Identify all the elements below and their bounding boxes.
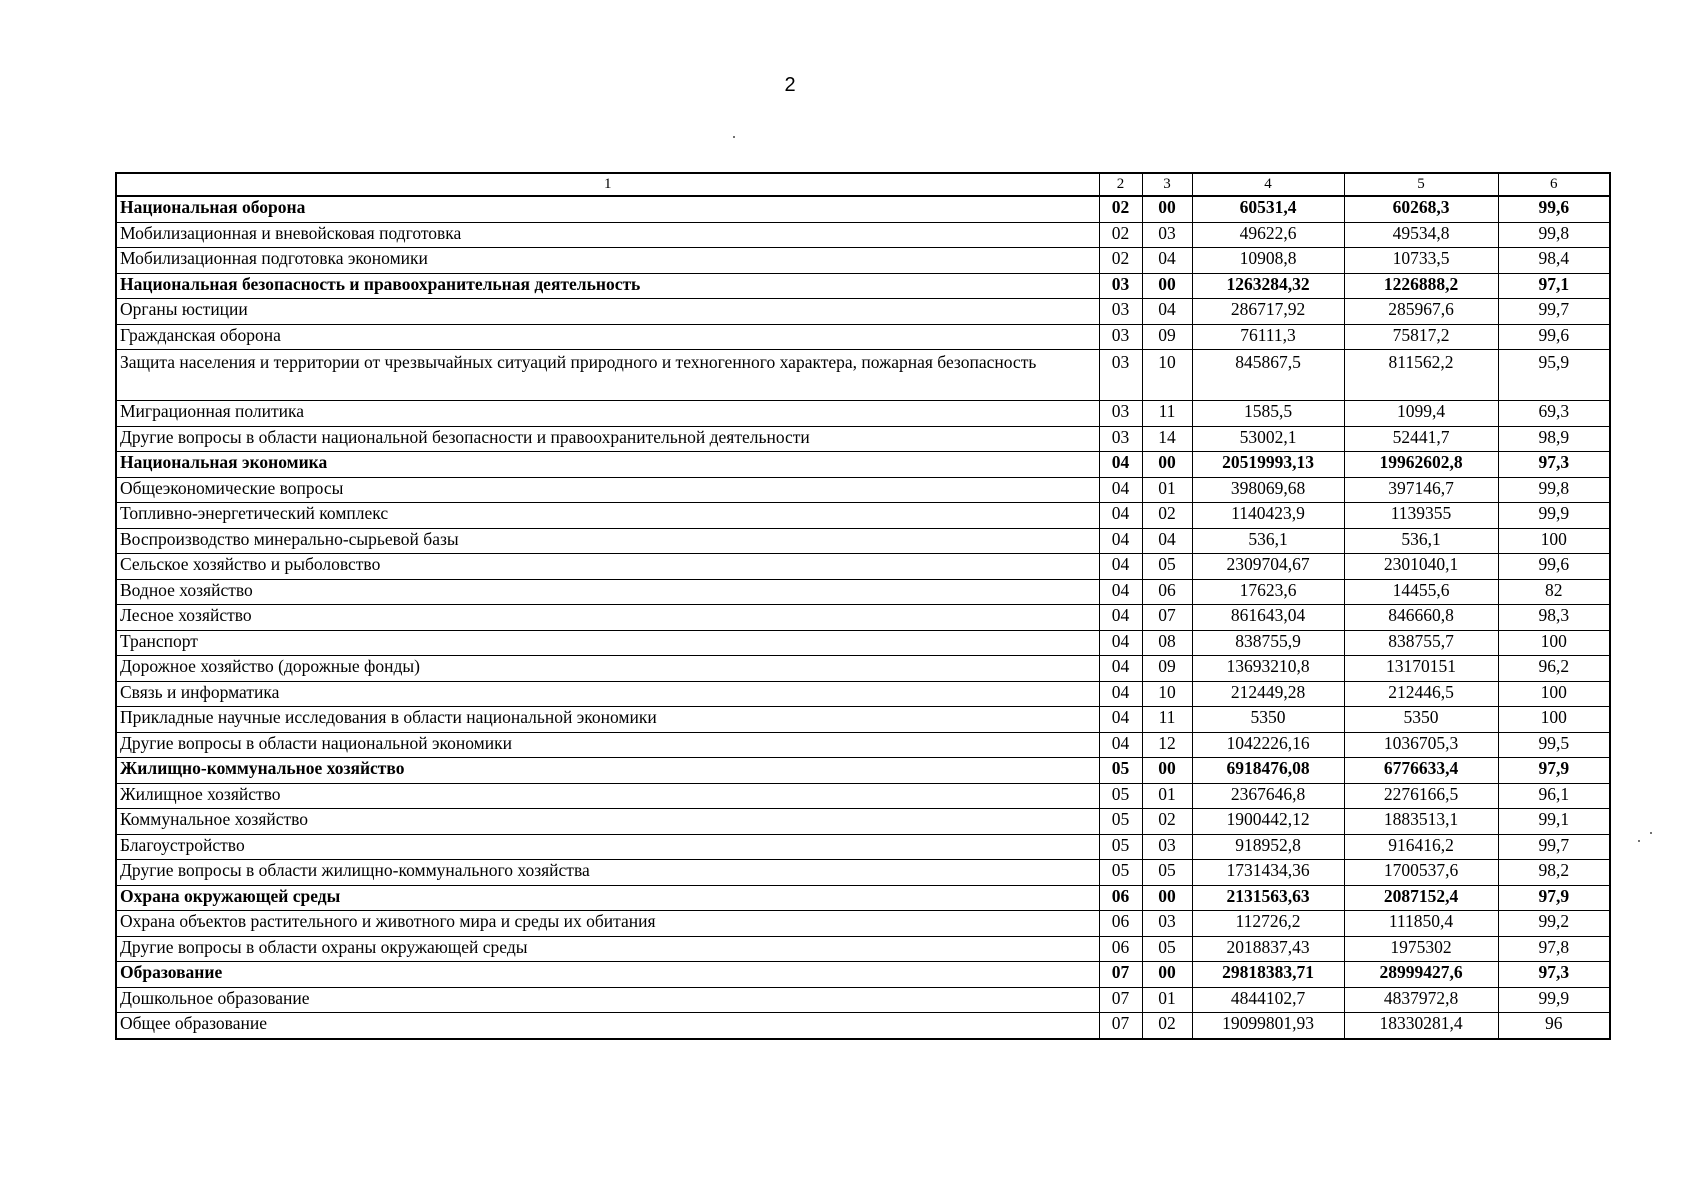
- row-col5-cell: 397146,7: [1344, 477, 1498, 503]
- header-cell: 6: [1498, 173, 1610, 196]
- row-name-cell: Топливно-энергетический комплекс: [116, 503, 1099, 529]
- row-col4-cell: 2131563,63: [1192, 885, 1344, 911]
- row-name-cell: Дошкольное образование: [116, 987, 1099, 1013]
- row-col6-cell: 99,9: [1498, 987, 1610, 1013]
- row-subsection-cell: 00: [1142, 885, 1192, 911]
- row-subsection-cell: 05: [1142, 860, 1192, 886]
- row-col6-cell: 99,6: [1498, 554, 1610, 580]
- row-col5-cell: 4837972,8: [1344, 987, 1498, 1013]
- row-name-cell: Охрана окружающей среды: [116, 885, 1099, 911]
- row-col4-cell: 6918476,08: [1192, 758, 1344, 784]
- row-col6-cell: 97,3: [1498, 452, 1610, 478]
- scan-speck: [1638, 840, 1640, 842]
- row-section-cell: 06: [1099, 911, 1142, 937]
- row-subsection-cell: 09: [1142, 324, 1192, 350]
- header-cell: 5: [1344, 173, 1498, 196]
- table-row: [116, 783, 1610, 809]
- row-col4-cell: 13693210,8: [1192, 656, 1344, 682]
- row-name-cell: Лесное хозяйство: [116, 605, 1099, 631]
- row-col5-cell: 1700537,6: [1344, 860, 1498, 886]
- row-name-cell: Национальная безопасность и правоохранительная деятельность: [116, 273, 1099, 299]
- row-name-cell: Дорожное хозяйство (дорожные фонды): [116, 656, 1099, 682]
- row-subsection-cell: 03: [1142, 834, 1192, 860]
- table-row: [116, 707, 1610, 733]
- row-section-cell: 06: [1099, 936, 1142, 962]
- row-subsection-cell: 04: [1142, 299, 1192, 325]
- row-col4-cell: 2018837,43: [1192, 936, 1344, 962]
- table-row: [116, 426, 1610, 452]
- row-col5-cell: 1975302: [1344, 936, 1498, 962]
- table-row: [116, 401, 1610, 427]
- header-cell: 3: [1142, 173, 1192, 196]
- row-col4-cell: 918952,8: [1192, 834, 1344, 860]
- row-col6-cell: 99,2: [1498, 911, 1610, 937]
- row-col4-cell: 845867,5: [1192, 350, 1344, 401]
- row-section-cell: 04: [1099, 477, 1142, 503]
- row-subsection-cell: 00: [1142, 758, 1192, 784]
- row-name-cell: Жилищно-коммунальное хозяйство: [116, 758, 1099, 784]
- row-section-cell: 03: [1099, 350, 1142, 401]
- row-col5-cell: 1139355: [1344, 503, 1498, 529]
- row-section-cell: 07: [1099, 1013, 1142, 1039]
- row-section-cell: 02: [1099, 196, 1142, 222]
- row-col4-cell: 17623,6: [1192, 579, 1344, 605]
- row-name-cell: Коммунальное хозяйство: [116, 809, 1099, 835]
- row-col4-cell: 10908,8: [1192, 248, 1344, 274]
- row-name-cell: Общее образование: [116, 1013, 1099, 1039]
- row-col4-cell: 1731434,36: [1192, 860, 1344, 886]
- row-subsection-cell: 07: [1142, 605, 1192, 631]
- row-section-cell: 04: [1099, 732, 1142, 758]
- row-section-cell: 03: [1099, 324, 1142, 350]
- row-col6-cell: 95,9: [1498, 350, 1610, 401]
- row-section-cell: 06: [1099, 885, 1142, 911]
- row-col5-cell: 13170151: [1344, 656, 1498, 682]
- row-col6-cell: 99,9: [1498, 503, 1610, 529]
- table-row: [116, 936, 1610, 962]
- table-section-row: [116, 196, 1610, 222]
- row-section-cell: 03: [1099, 426, 1142, 452]
- row-name-cell: Жилищное хозяйство: [116, 783, 1099, 809]
- row-col6-cell: 100: [1498, 630, 1610, 656]
- table-row: [116, 350, 1610, 401]
- row-subsection-cell: 02: [1142, 809, 1192, 835]
- table-row: [116, 324, 1610, 350]
- row-name-cell: Миграционная политика: [116, 401, 1099, 427]
- row-col4-cell: 49622,6: [1192, 222, 1344, 248]
- row-section-cell: 05: [1099, 758, 1142, 784]
- row-subsection-cell: 10: [1142, 350, 1192, 401]
- row-subsection-cell: 00: [1142, 196, 1192, 222]
- row-col5-cell: 916416,2: [1344, 834, 1498, 860]
- row-subsection-cell: 02: [1142, 503, 1192, 529]
- row-col6-cell: 99,6: [1498, 324, 1610, 350]
- row-subsection-cell: 01: [1142, 987, 1192, 1013]
- row-section-cell: 02: [1099, 222, 1142, 248]
- page-number: 2: [784, 74, 796, 96]
- row-name-cell: Охрана объектов растительного и животного мира и среды их обитания: [116, 911, 1099, 937]
- row-subsection-cell: 00: [1142, 962, 1192, 988]
- row-col6-cell: 100: [1498, 681, 1610, 707]
- row-col4-cell: 5350: [1192, 707, 1344, 733]
- table-section-row: [116, 273, 1610, 299]
- row-col4-cell: 19099801,93: [1192, 1013, 1344, 1039]
- row-subsection-cell: 00: [1142, 273, 1192, 299]
- row-subsection-cell: 12: [1142, 732, 1192, 758]
- row-col5-cell: 2276166,5: [1344, 783, 1498, 809]
- row-section-cell: 05: [1099, 783, 1142, 809]
- row-col4-cell: 53002,1: [1192, 426, 1344, 452]
- row-col4-cell: 29818383,71: [1192, 962, 1344, 988]
- row-col5-cell: 5350: [1344, 707, 1498, 733]
- row-col4-cell: 212449,28: [1192, 681, 1344, 707]
- table-row: [116, 1013, 1610, 1039]
- row-col6-cell: 97,1: [1498, 273, 1610, 299]
- row-col4-cell: 398069,68: [1192, 477, 1344, 503]
- row-col6-cell: 97,8: [1498, 936, 1610, 962]
- row-col6-cell: 99,7: [1498, 299, 1610, 325]
- row-subsection-cell: 14: [1142, 426, 1192, 452]
- row-col5-cell: 49534,8: [1344, 222, 1498, 248]
- row-col6-cell: 100: [1498, 707, 1610, 733]
- table-row: [116, 656, 1610, 682]
- row-col4-cell: 838755,9: [1192, 630, 1344, 656]
- table-row: [116, 248, 1610, 274]
- row-col4-cell: 2367646,8: [1192, 783, 1344, 809]
- row-col6-cell: 82: [1498, 579, 1610, 605]
- row-col5-cell: 1883513,1: [1344, 809, 1498, 835]
- row-col5-cell: 536,1: [1344, 528, 1498, 554]
- row-col5-cell: 2087152,4: [1344, 885, 1498, 911]
- row-subsection-cell: 03: [1142, 911, 1192, 937]
- row-col6-cell: 98,4: [1498, 248, 1610, 274]
- row-name-cell: Другие вопросы в области национальной экономики: [116, 732, 1099, 758]
- row-col5-cell: 2301040,1: [1344, 554, 1498, 580]
- row-section-cell: 04: [1099, 554, 1142, 580]
- row-section-cell: 07: [1099, 962, 1142, 988]
- row-col6-cell: 99,8: [1498, 222, 1610, 248]
- row-subsection-cell: 01: [1142, 783, 1192, 809]
- row-name-cell: Воспроизводство минерально-сырьевой базы: [116, 528, 1099, 554]
- row-col4-cell: 1140423,9: [1192, 503, 1344, 529]
- row-col5-cell: 52441,7: [1344, 426, 1498, 452]
- row-col5-cell: 811562,2: [1344, 350, 1498, 401]
- row-name-cell: Национальная оборона: [116, 196, 1099, 222]
- row-col5-cell: 28999427,6: [1344, 962, 1498, 988]
- row-col5-cell: 838755,7: [1344, 630, 1498, 656]
- budget-table: [115, 172, 1611, 1040]
- row-col4-cell: 1042226,16: [1192, 732, 1344, 758]
- row-name-cell: Сельское хозяйство и рыболовство: [116, 554, 1099, 580]
- row-subsection-cell: 04: [1142, 528, 1192, 554]
- row-col6-cell: 99,7: [1498, 834, 1610, 860]
- row-section-cell: 04: [1099, 503, 1142, 529]
- row-col6-cell: 69,3: [1498, 401, 1610, 427]
- row-name-cell: Водное хозяйство: [116, 579, 1099, 605]
- row-col5-cell: 212446,5: [1344, 681, 1498, 707]
- row-col4-cell: 4844102,7: [1192, 987, 1344, 1013]
- budget-table-body: [116, 173, 1610, 1039]
- row-name-cell: Национальная экономика: [116, 452, 1099, 478]
- table-row: [116, 834, 1610, 860]
- row-col4-cell: 1900442,12: [1192, 809, 1344, 835]
- row-col4-cell: 1263284,32: [1192, 273, 1344, 299]
- row-name-cell: Защита населения и территории от чрезвычайных ситуаций природного и техногенного характера, пожарная безопасность: [116, 350, 1099, 401]
- row-name-cell: Мобилизационная подготовка экономики: [116, 248, 1099, 274]
- row-name-cell: Прикладные научные исследования в области национальной экономики: [116, 707, 1099, 733]
- row-subsection-cell: 06: [1142, 579, 1192, 605]
- table-row: [116, 554, 1610, 580]
- table-row: [116, 503, 1610, 529]
- table-row: [116, 630, 1610, 656]
- row-section-cell: 03: [1099, 401, 1142, 427]
- row-col6-cell: 97,9: [1498, 758, 1610, 784]
- table-section-row: [116, 885, 1610, 911]
- row-col5-cell: 111850,4: [1344, 911, 1498, 937]
- header-cell: 2: [1099, 173, 1142, 196]
- row-subsection-cell: 04: [1142, 248, 1192, 274]
- row-section-cell: 04: [1099, 707, 1142, 733]
- row-section-cell: 04: [1099, 579, 1142, 605]
- row-name-cell: Образование: [116, 962, 1099, 988]
- row-section-cell: 04: [1099, 630, 1142, 656]
- row-section-cell: 05: [1099, 860, 1142, 886]
- row-name-cell: Органы юстиции: [116, 299, 1099, 325]
- row-col5-cell: 846660,8: [1344, 605, 1498, 631]
- row-col6-cell: 97,9: [1498, 885, 1610, 911]
- row-subsection-cell: 00: [1142, 452, 1192, 478]
- row-col5-cell: 19962602,8: [1344, 452, 1498, 478]
- table-row: [116, 605, 1610, 631]
- header-cell: 1: [116, 173, 1099, 196]
- row-col5-cell: 1099,4: [1344, 401, 1498, 427]
- row-section-cell: 05: [1099, 809, 1142, 835]
- row-name-cell: Благоустройство: [116, 834, 1099, 860]
- table-section-row: [116, 758, 1610, 784]
- row-section-cell: 03: [1099, 299, 1142, 325]
- row-col6-cell: 98,2: [1498, 860, 1610, 886]
- table-row: [116, 809, 1610, 835]
- row-col5-cell: 10733,5: [1344, 248, 1498, 274]
- row-col4-cell: 76111,3: [1192, 324, 1344, 350]
- row-col6-cell: 99,5: [1498, 732, 1610, 758]
- row-col5-cell: 285967,6: [1344, 299, 1498, 325]
- row-col4-cell: 20519993,13: [1192, 452, 1344, 478]
- table-row: [116, 477, 1610, 503]
- row-col6-cell: 99,1: [1498, 809, 1610, 835]
- row-section-cell: 07: [1099, 987, 1142, 1013]
- row-col4-cell: 1585,5: [1192, 401, 1344, 427]
- row-col6-cell: 99,8: [1498, 477, 1610, 503]
- row-col4-cell: 286717,92: [1192, 299, 1344, 325]
- row-name-cell: Другие вопросы в области национальной безопасности и правоохранительной деятельности: [116, 426, 1099, 452]
- scan-speck: [1650, 832, 1652, 834]
- table-section-row: [116, 452, 1610, 478]
- row-name-cell: Общеэкономические вопросы: [116, 477, 1099, 503]
- table-section-row: [116, 962, 1610, 988]
- row-col5-cell: 14455,6: [1344, 579, 1498, 605]
- row-subsection-cell: 10: [1142, 681, 1192, 707]
- row-section-cell: 04: [1099, 605, 1142, 631]
- row-subsection-cell: 05: [1142, 554, 1192, 580]
- row-subsection-cell: 03: [1142, 222, 1192, 248]
- row-subsection-cell: 09: [1142, 656, 1192, 682]
- row-col6-cell: 99,6: [1498, 196, 1610, 222]
- row-col6-cell: 98,9: [1498, 426, 1610, 452]
- row-subsection-cell: 11: [1142, 401, 1192, 427]
- row-col4-cell: 536,1: [1192, 528, 1344, 554]
- row-col5-cell: 60268,3: [1344, 196, 1498, 222]
- table-row: [116, 528, 1610, 554]
- table-row: [116, 987, 1610, 1013]
- table-row: [116, 579, 1610, 605]
- row-section-cell: 03: [1099, 273, 1142, 299]
- row-name-cell: Другие вопросы в области жилищно-коммунального хозяйства: [116, 860, 1099, 886]
- table-row: [116, 681, 1610, 707]
- row-name-cell: Мобилизационная и вневойсковая подготовка: [116, 222, 1099, 248]
- row-col5-cell: 75817,2: [1344, 324, 1498, 350]
- row-col5-cell: 18330281,4: [1344, 1013, 1498, 1039]
- row-name-cell: Связь и информатика: [116, 681, 1099, 707]
- row-col4-cell: 60531,4: [1192, 196, 1344, 222]
- row-col4-cell: 2309704,67: [1192, 554, 1344, 580]
- row-section-cell: 04: [1099, 656, 1142, 682]
- table-row: [116, 222, 1610, 248]
- row-col5-cell: 1036705,3: [1344, 732, 1498, 758]
- table-header-row: [116, 173, 1610, 196]
- row-subsection-cell: 05: [1142, 936, 1192, 962]
- row-section-cell: 02: [1099, 248, 1142, 274]
- table-row: [116, 911, 1610, 937]
- table-row: [116, 299, 1610, 325]
- row-name-cell: Другие вопросы в области охраны окружающей среды: [116, 936, 1099, 962]
- row-col5-cell: 6776633,4: [1344, 758, 1498, 784]
- row-section-cell: 04: [1099, 528, 1142, 554]
- row-col6-cell: 98,3: [1498, 605, 1610, 631]
- table-row: [116, 732, 1610, 758]
- row-col4-cell: 112726,2: [1192, 911, 1344, 937]
- row-section-cell: 04: [1099, 452, 1142, 478]
- row-subsection-cell: 01: [1142, 477, 1192, 503]
- row-col6-cell: 96,2: [1498, 656, 1610, 682]
- row-name-cell: Гражданская оборона: [116, 324, 1099, 350]
- row-col6-cell: 96,1: [1498, 783, 1610, 809]
- row-col5-cell: 1226888,2: [1344, 273, 1498, 299]
- row-section-cell: 04: [1099, 681, 1142, 707]
- row-section-cell: 05: [1099, 834, 1142, 860]
- row-subsection-cell: 02: [1142, 1013, 1192, 1039]
- row-col6-cell: 100: [1498, 528, 1610, 554]
- row-col4-cell: 861643,04: [1192, 605, 1344, 631]
- row-col6-cell: 96: [1498, 1013, 1610, 1039]
- row-name-cell: Транспорт: [116, 630, 1099, 656]
- scan-speck: [733, 136, 735, 138]
- row-subsection-cell: 11: [1142, 707, 1192, 733]
- row-subsection-cell: 08: [1142, 630, 1192, 656]
- row-col6-cell: 97,3: [1498, 962, 1610, 988]
- header-cell: 4: [1192, 173, 1344, 196]
- table-row: [116, 860, 1610, 886]
